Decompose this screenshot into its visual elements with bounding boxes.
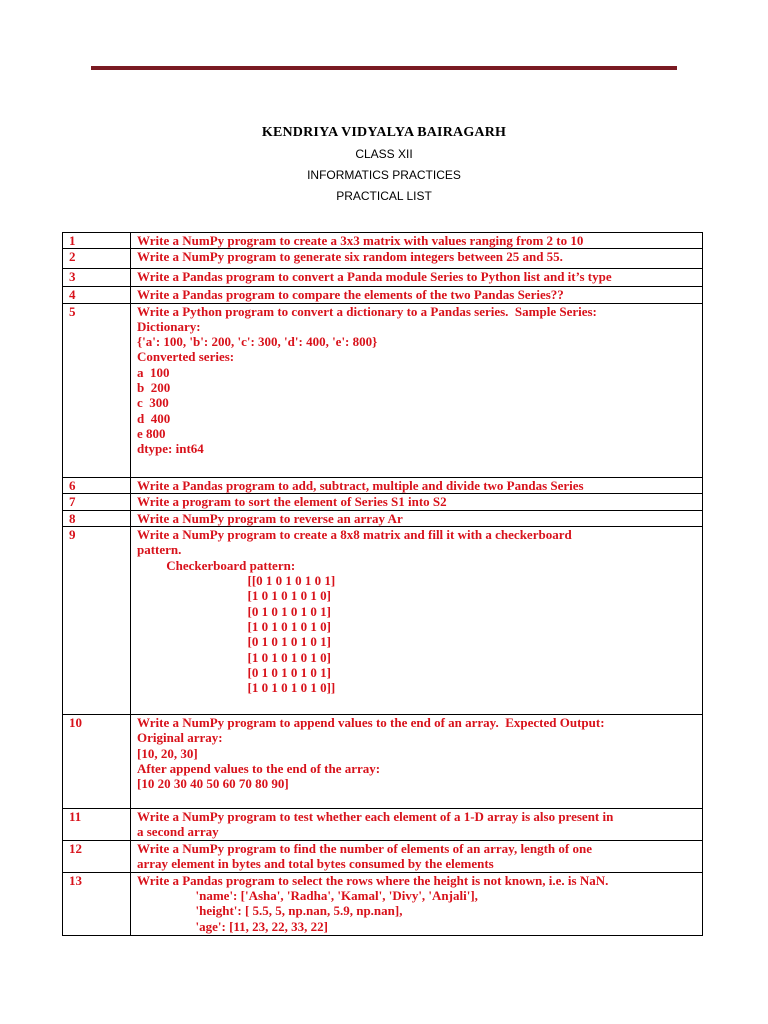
document-header [0,120,768,207]
question-number: 13 [63,872,131,935]
table-row [63,287,703,303]
question-line: 'name': ['Asha', 'Radha', 'Kamal', 'Divy', 'Anjali'], [137,888,478,904]
table-row [63,715,703,809]
question-line: dtype: int64 [137,441,204,457]
table-row [63,303,703,477]
question-text [131,233,703,249]
question-line: [0 1 0 1 0 1 0 1] [137,664,331,680]
table-row [63,269,703,287]
question-line: Write a NumPy program to test whether each element of a 1-D array is also present in [137,809,614,825]
school-name: KENDRIYA VIDYALYA BAIRAGARH [261,125,507,140]
question-line: [10 20 30 40 50 60 70 80 90] [137,776,289,792]
question-line: Write a Python program to convert a dictionary to a Pandas series. Sample Series: [137,303,597,319]
top-rule [91,66,677,70]
question-line: [1 0 1 0 1 0 1 0] [137,618,331,634]
question-line: [0 1 0 1 0 1 0 1] [137,634,331,650]
question-text [131,872,703,935]
question-number: 5 [63,303,131,477]
question-line: Write a NumPy program to find the number of elements of an array, length of one [137,840,592,856]
question-number: 1 [63,233,131,249]
question-line: Dictionary: [137,318,201,334]
question-text [131,809,703,841]
table-row [63,510,703,526]
table-row [63,840,703,872]
question-line: pattern. [137,542,182,558]
question-number: 10 [63,715,131,809]
question-line: Converted series: [137,349,235,365]
question-number: 4 [63,287,131,303]
question-line: Write a NumPy program to create a 8x8 matrix and fill it with a checkerboard [137,527,572,543]
question-line: Write a Pandas program to convert a Panda module Series to Python list and it’s type [137,269,612,285]
question-line: [1 0 1 0 1 0 1 0] [137,649,331,665]
question-line: Write a NumPy program to generate six random integers between 25 and 55. [137,249,563,265]
question-number: 9 [63,527,131,715]
question-text [131,303,703,477]
question-line: [[0 1 0 1 0 1 0 1] [137,573,336,589]
table-row [63,872,703,935]
question-text [131,287,703,303]
table-row [63,233,703,249]
table-row [63,809,703,841]
question-line: [0 1 0 1 0 1 0 1] [137,603,331,619]
subject-label: INFORMATICS PRACTICES [307,168,461,182]
question-text [131,715,703,809]
question-number: 8 [63,510,131,526]
question-text [131,527,703,715]
question-line: Original array: [137,730,223,746]
question-line: a 100 [137,364,170,380]
question-line: {'a': 100, 'b': 200, 'c': 300, 'd': 400, 'e': 800} [137,334,378,350]
question-text [131,510,703,526]
question-number: 6 [63,477,131,493]
question-line: Write a Pandas program to compare the elements of the two Pandas Series?? [137,287,564,303]
question-line: 'height': [ 5.5, 5, np.nan, 5.9, np.nan], [137,903,403,919]
table-row [63,477,703,493]
question-text [131,249,703,269]
question-line: 'age': [11, 23, 22, 33, 22] [137,918,329,934]
question-line: [1 0 1 0 1 0 1 0]] [137,680,336,696]
class-label: CLASS XII [355,147,413,161]
question-number: 7 [63,493,131,510]
question-line: array element in bytes and total bytes consumed by the elements [137,856,494,872]
question-line: Write a Pandas program to add, subtract, multiple and divide two Pandas Series [137,477,584,493]
table-row [63,527,703,715]
question-line: a second array [137,824,219,840]
question-line: Write a Pandas program to select the rows where the height is not known, i.e. is NaN. [137,872,609,888]
question-line: Write a NumPy program to create a 3x3 matrix with values ranging from 2 to 10 [137,233,584,248]
table-row [63,249,703,269]
practical-list-table [62,232,703,936]
question-number: 2 [63,249,131,269]
question-line: Checkerboard pattern: [137,557,296,573]
question-text [131,477,703,493]
question-text [131,269,703,287]
question-line: d 400 [137,410,171,426]
question-line: Write a program to sort the element of Series S1 into S2 [137,493,447,509]
list-title: PRACTICAL LIST [336,189,432,203]
question-line: After append values to the end of the array: [137,761,381,777]
question-line: Write a NumPy program to reverse an array Ar [137,510,403,526]
question-number: 11 [63,809,131,841]
question-line: b 200 [137,380,171,396]
question-number: 3 [63,269,131,287]
question-line: [10, 20, 30] [137,745,198,761]
question-number: 12 [63,840,131,872]
question-text [131,493,703,510]
question-line: c 300 [137,395,169,411]
question-line: e 800 [137,425,166,441]
question-line: [1 0 1 0 1 0 1 0] [137,588,331,604]
question-text [131,840,703,872]
table-row [63,493,703,510]
question-line: Write a NumPy program to append values to the end of an array. Expected Output: [137,715,605,731]
